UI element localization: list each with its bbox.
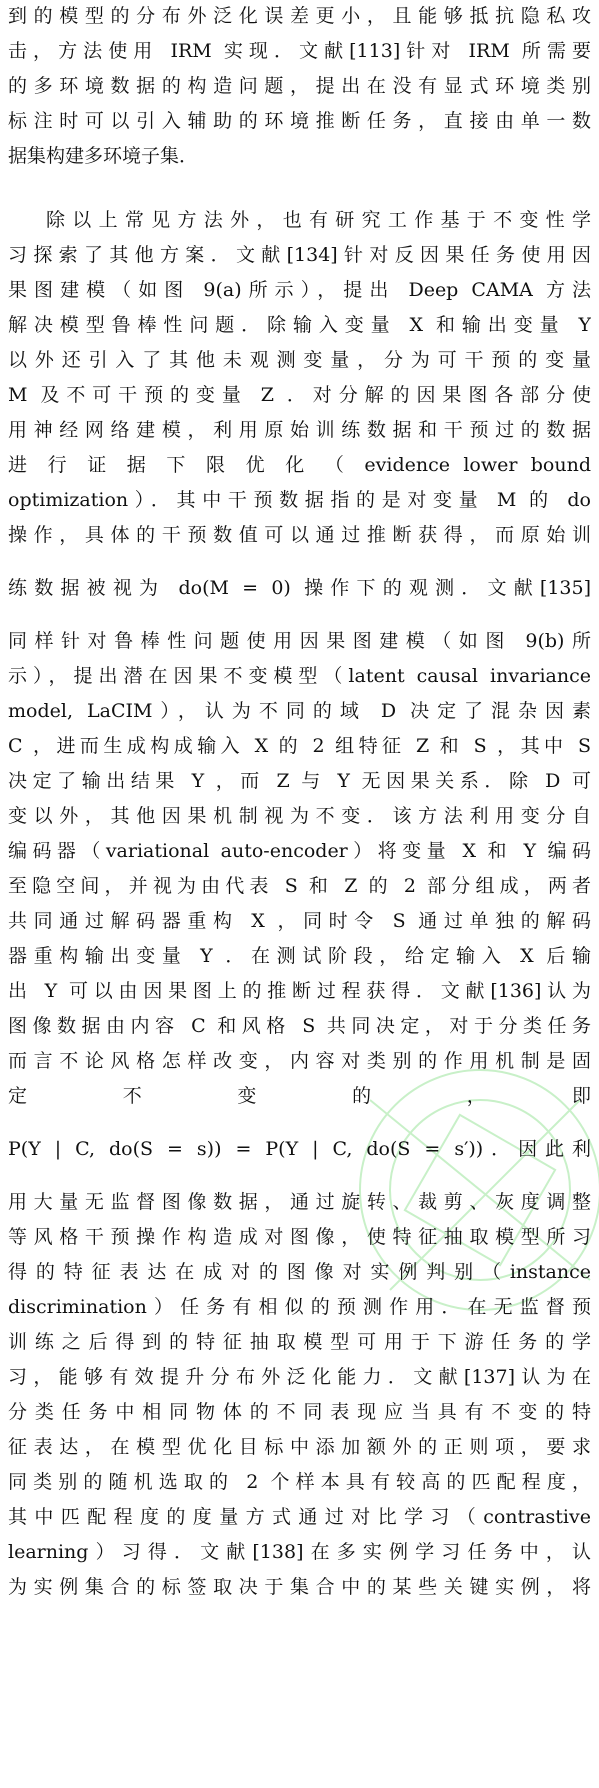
paragraph-2-line: 编码器（variational auto-encoder）将变量 X 和 Y 编码 xyxy=(8,840,591,862)
paragraph-1-line: 击，方法使用 IRM 实现．文献[113]针对 IRM 所需要 xyxy=(8,40,591,62)
paragraph-2-line: 果图建模（如图 9(a)所示），提出 Deep CAMA 方法 xyxy=(8,279,591,301)
paragraph-1-line: 标注时可以引入辅助的环境推断任务，直接由单一数 xyxy=(8,110,591,132)
paragraph-2-line: 分类任务中相同物体的不同表现应当具有不变的特 xyxy=(8,1401,591,1423)
paragraph-2-line: 而言不论风格怎样改变，内容对类别的作用机制是固 xyxy=(8,1050,591,1072)
paragraph-1-line: 到的模型的分布外泛化误差更小，且能够抵抗隐私攻 xyxy=(8,5,591,27)
paragraph-2-line: 决定了输出结果 Y ，而 Z 与 Y 无因果关系．除 D 可 xyxy=(8,770,591,792)
paragraph-2-line: 同样针对鲁棒性问题使用因果图建模（如图 9(b)所 xyxy=(8,630,591,652)
paragraph-2-line: 练数据被视为 do(M = 0) 操作下的观测．文献[135] xyxy=(8,577,591,599)
paragraph-2-line: 为实例集合的标签取决于集合中的某些关键实例，将 xyxy=(8,1576,591,1598)
paragraph-2-line: 得的特征表达在成对的图像对实例判别（instance xyxy=(8,1261,591,1283)
paragraph-2-line: 操作，具体的干预数值可以通过推断获得，而原始训 xyxy=(8,524,591,546)
paragraph-2-line: 定 不 变 的 ， 即 xyxy=(8,1085,591,1107)
paragraph-2-line: 训练之后得到的特征抽取模型可用于下游任务的学 xyxy=(8,1331,591,1353)
paragraph-2-line: 示），提出潜在因果不变模型（latent causal invariance xyxy=(8,665,591,687)
paragraph-2-line: discrimination）任务有相似的预测作用．在无监督预 xyxy=(8,1296,591,1318)
paragraph-2-line: P(Y | C, do(S = s)) = P(Y | C, do(S = s′))．因此利 xyxy=(8,1138,591,1160)
paragraph-2-line: 等风格干预操作构造成对图像，使特征抽取模型所习 xyxy=(8,1226,591,1248)
paragraph-2-line: 共同通过解码器重构 X ，同时令 S 通过单独的解码 xyxy=(8,910,591,932)
paragraph-2-line: 进 行 证 据 下 限 优 化 （ evidence lower bound xyxy=(8,454,591,476)
paragraph-2-line: 至隐空间，并视为由代表 S 和 Z 的 2 部分组成，两者 xyxy=(8,875,591,897)
paragraph-2-line: 解决模型鲁棒性问题．除输入变量 X 和输出变量 Y xyxy=(8,314,591,336)
paragraph-2-line: 习探索了其他方案．文献[134]针对反因果任务使用因 xyxy=(8,244,591,266)
paragraph-2-line: 征表达，在模型优化目标中添加额外的正则项，要求 xyxy=(8,1436,591,1458)
paragraph-2-line: 除以上常见方法外，也有研究工作基于不变性学 xyxy=(46,209,591,231)
paragraph-2-line: M 及不可干预的变量 Z ．对分解的因果图各部分使 xyxy=(8,384,591,406)
paragraph-2-line: 图像数据由内容 C 和风格 S 共同决定，对于分类任务 xyxy=(8,1015,591,1037)
paragraph-2-line: 出 Y 可以由因果图上的推断过程获得．文献[136]认为 xyxy=(8,980,591,1002)
paragraph-2-line: 习，能够有效提升分布外泛化能力．文献[137]认为在 xyxy=(8,1366,591,1388)
paragraph-2-line: learning）习得．文献[138]在多实例学习任务中，认 xyxy=(8,1541,591,1563)
paragraph-2-line: 用神经网络建模，利用原始训练数据和干预过的数据 xyxy=(8,419,591,441)
paragraph-2-line: 用大量无监督图像数据，通过旋转、裁剪、灰度调整 xyxy=(8,1191,591,1213)
paragraph-2-line: optimization）．其中干预数据指的是对变量 M 的 do xyxy=(8,489,591,511)
paragraph-2-line: 同类别的随机选取的 2 个样本具有较高的匹配程度， xyxy=(8,1471,591,1493)
paragraph-2-line: model, LaCIM），认为不同的域 D 决定了混杂因素 xyxy=(8,700,591,722)
paragraph-2-line: 以外还引入了其他未观测变量，分为可干预的变量 xyxy=(8,349,591,371)
paragraph-1-line: 据集构建多环境子集． xyxy=(8,145,199,167)
paragraph-1-line: 的多环境数据的构造问题，提出在没有显式环境类别 xyxy=(8,75,591,97)
paragraph-2-line: 变以外，其他因果机制视为不变．该方法利用变分自 xyxy=(8,805,591,827)
paragraph-2-line: 其中匹配程度的度量方式通过对比学习（contrastive xyxy=(8,1506,591,1528)
paragraph-2-line: 器重构输出变量 Y ．在测试阶段，给定输入 X 后输 xyxy=(8,945,591,967)
paragraph-2-line: C ，进而生成构成输入 X 的 2 组特征 Z 和 S ，其中 S xyxy=(8,735,591,757)
